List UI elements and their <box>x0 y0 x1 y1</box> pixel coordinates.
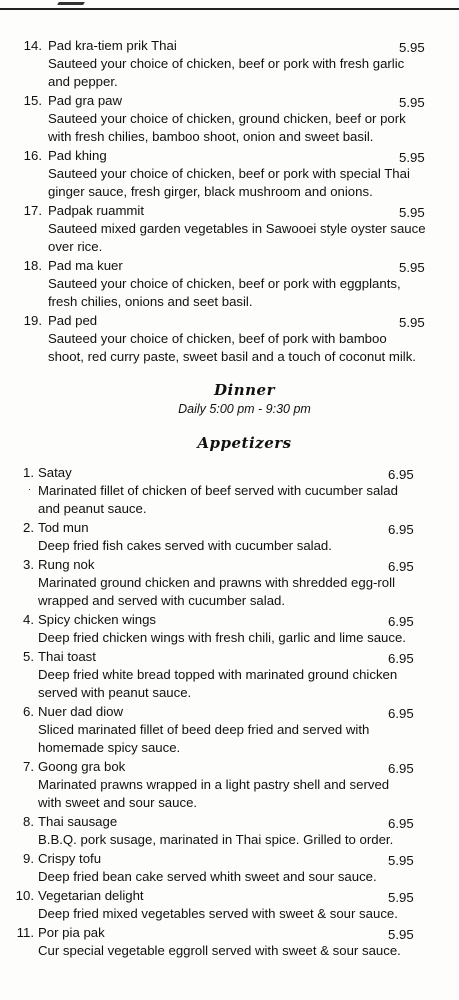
item-number: 1. <box>23 465 34 480</box>
item-description: Deep fried mixed vegetables served with sweet & sour sauce. <box>38 906 398 921</box>
menu-page <box>0 37 459 961</box>
item-number: 5. <box>23 649 34 664</box>
appetizers-heading: Appetizers <box>197 434 292 452</box>
item-description: Deep fried bean cake served whith sweet and sour sauce. <box>38 869 377 884</box>
item-price: 5.95 <box>388 927 414 942</box>
menu-item <box>0 813 459 849</box>
item-price: 5.95 <box>388 890 414 905</box>
item-description: Deep fried white bread topped with marinated ground chicken served with peanut sauce. <box>38 667 398 700</box>
item-number: 16. <box>23 148 42 163</box>
item-description: Marinated fillet of chicken of beef served with cucumber salad and peanut sauce. <box>38 483 398 516</box>
item-number: 2. <box>23 520 34 535</box>
item-name: Pad ma kuer <box>48 258 123 273</box>
menu-item-head <box>0 850 459 868</box>
item-name: Pad khing <box>48 148 107 163</box>
item-name: Pad gra paw <box>48 93 123 108</box>
lunch-list <box>0 37 459 366</box>
item-number: 11. <box>16 925 34 940</box>
item-description: Marinated ground chicken and prawns with shredded egg-roll wrapped and served with cucumber salad. <box>38 575 396 608</box>
menu-item-head <box>0 887 459 905</box>
menu-item <box>0 924 459 960</box>
menu-item <box>0 703 459 757</box>
item-description: Deep fried chicken wings with fresh chili, garlic and lime sauce. <box>38 630 406 645</box>
item-description: B.B.Q. pork susage, marinated in Thai spice. Grilled to order. <box>38 832 394 847</box>
item-description: Deep fried fish cakes served with cucumber salad. <box>38 538 332 553</box>
item-name: Vegetarian delight <box>38 888 144 903</box>
item-number: 10. <box>15 888 34 903</box>
menu-item <box>0 648 459 702</box>
item-name: Por pia pak <box>38 925 105 940</box>
menu-item-head <box>0 147 459 165</box>
menu-item-head <box>0 703 459 721</box>
item-number: 8. <box>23 814 34 829</box>
item-price: 5.95 <box>388 853 414 868</box>
item-number: 17. <box>23 203 42 218</box>
appetizers-list <box>0 464 459 960</box>
menu-item-head <box>0 519 459 537</box>
menu-item-head <box>0 611 459 629</box>
item-name: Padpak ruammit <box>48 203 145 218</box>
item-price: 6.95 <box>388 522 414 537</box>
item-description: Sauteed your choice of chicken, beef or pork with fresh garlic and pepper. <box>48 56 405 89</box>
item-description: Marinated prawns wrapped in a light pastry shell and served with sweet and sour sauce. <box>38 777 390 810</box>
item-name: Crispy tofu <box>38 851 102 866</box>
dinner-heading: Dinner <box>214 381 275 399</box>
item-number: 7. <box>23 759 34 774</box>
menu-item-head <box>0 257 459 275</box>
item-description: Cur special vegetable eggroll served with sweet & sour sauce. <box>38 943 401 958</box>
item-number: 9. <box>23 851 34 866</box>
item-description: Sliced marinated fillet of beed deep fried and served with homemade spicy sauce. <box>38 722 370 755</box>
item-price: 6.95 <box>388 559 414 574</box>
item-price: 5.95 <box>399 40 425 55</box>
item-description: Sauteed your choice of chicken, beef or pork with eggplants, fresh chilies, onions and seet basil. <box>48 276 401 309</box>
item-price: 6.95 <box>388 816 414 831</box>
item-price: 5.95 <box>399 150 425 165</box>
menu-item-head <box>0 464 459 482</box>
menu-item <box>0 464 459 518</box>
item-price: 6.95 <box>388 467 414 482</box>
menu-item <box>0 202 459 256</box>
item-number: 14. <box>23 38 42 53</box>
stray-mark: · <box>28 484 31 494</box>
item-name: Rung nok <box>38 557 95 572</box>
item-name: Thai toast <box>38 649 96 664</box>
item-number: 3. <box>23 557 34 572</box>
menu-item-head <box>0 758 459 776</box>
item-price: 6.95 <box>388 614 414 629</box>
item-description: Sauteed your choice of chicken, beef of pork with bamboo shoot, red curry paste, sweet basil and a touch of coconut milk. <box>48 331 416 364</box>
top-border <box>0 0 459 10</box>
menu-item <box>0 758 459 812</box>
item-number: 15. <box>23 93 42 108</box>
menu-item <box>0 611 459 647</box>
item-name: Goong gra bok <box>38 759 126 774</box>
menu-item <box>0 850 459 886</box>
item-description: Sauteed your choice of chicken, ground chicken, beef or pork with fresh chilies, bamboo shoot, onion and sweet basil. <box>48 111 406 144</box>
menu-item <box>0 312 459 366</box>
menu-item <box>0 887 459 923</box>
menu-item <box>0 92 459 146</box>
item-price: 6.95 <box>388 761 414 776</box>
item-price: 6.95 <box>388 706 414 721</box>
menu-item <box>0 37 459 91</box>
item-number: 18. <box>23 258 42 273</box>
item-name: Pad kra-tiem prik Thai <box>48 38 177 53</box>
item-description: Sauteed mixed garden vegetables in Sawooei style oyster sauce over rice. <box>48 221 426 254</box>
menu-item-head <box>0 92 459 110</box>
item-name: Tod mun <box>38 520 89 535</box>
item-price: 5.95 <box>399 315 425 330</box>
menu-item-head <box>0 37 459 55</box>
scan-mark <box>57 2 85 5</box>
item-name: Thai sausage <box>38 814 118 829</box>
menu-item-head <box>0 202 459 220</box>
item-price: 5.95 <box>399 260 425 275</box>
item-price: 6.95 <box>388 651 414 666</box>
dinner-hours: Daily 5:00 pm - 9:30 pm <box>178 402 311 416</box>
item-name: Satay <box>38 465 72 480</box>
menu-item-head <box>0 924 459 942</box>
item-description: Sauteed your choice of chicken, beef or pork with special Thai ginger sauce, fresh girger, black mushroom and onions. <box>48 166 410 199</box>
menu-item-head <box>0 312 459 330</box>
item-number: 19. <box>23 313 42 328</box>
item-name: Nuer dad diow <box>38 704 124 719</box>
menu-item-head <box>0 556 459 574</box>
menu-item-head <box>0 648 459 666</box>
item-price: 5.95 <box>399 95 425 110</box>
menu-item <box>0 147 459 201</box>
menu-item <box>0 519 459 555</box>
item-name: Pad ped <box>48 313 98 328</box>
item-price: 5.95 <box>399 205 425 220</box>
item-number: 4. <box>23 612 34 627</box>
menu-item <box>0 257 459 311</box>
menu-item <box>0 556 459 610</box>
menu-item-head <box>0 813 459 831</box>
item-name: Spicy chicken wings <box>38 612 157 627</box>
item-number: 6. <box>23 704 34 719</box>
